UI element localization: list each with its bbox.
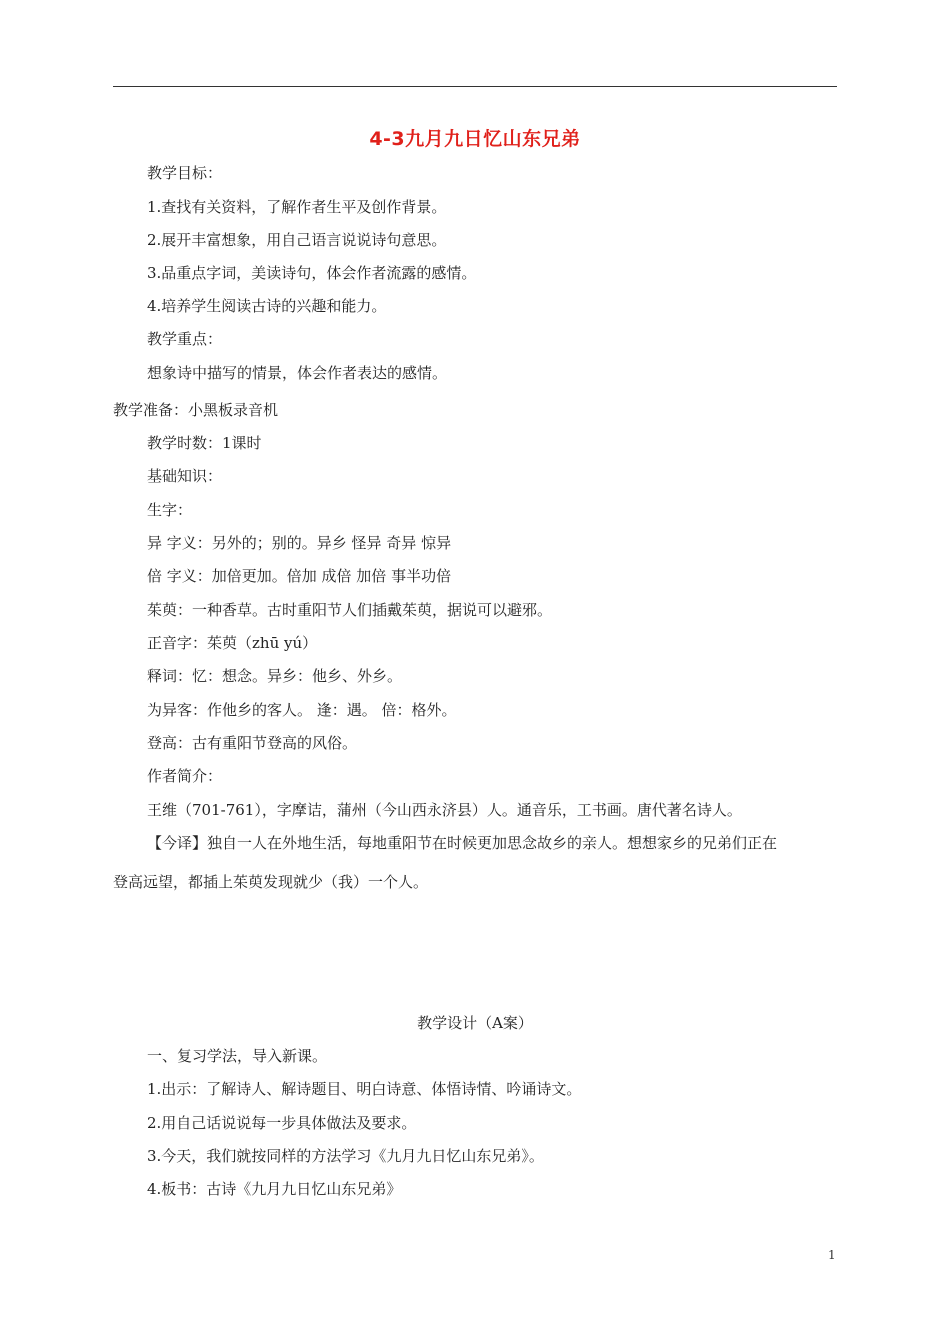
line-objective-3: 3.品重点字词，美读诗句，体会作者流露的感情。 xyxy=(147,264,477,282)
line-class-hours: 教学时数：1课时 xyxy=(147,434,262,452)
line-objective-2: 2.展开丰富想象，用自己语言说说诗句意思。 xyxy=(147,231,447,249)
page-number: 1 xyxy=(828,1248,836,1262)
header-rule xyxy=(113,86,837,87)
line-zhuyu: 茱萸：一种香草。古时重阳节人们插戴茱萸，据说可以避邪。 xyxy=(147,601,553,619)
line-new-characters: 生字： xyxy=(147,501,193,519)
section-heading: 教学设计（A案） xyxy=(417,1014,533,1032)
line-char-bei: 倍 字义：加倍更加。倍加 成倍 加倍 事半功倍 xyxy=(147,567,452,585)
line-word-explanation: 释词：忆：想念。异乡：他乡、外乡。 xyxy=(147,667,403,685)
line-key-points: 想象诗中描写的情景，体会作者表达的感情。 xyxy=(147,364,448,382)
line-objective-4: 4.培养学生阅读古诗的兴趣和能力。 xyxy=(147,297,387,315)
line-author-heading: 作者简介： xyxy=(147,767,223,785)
section-line-1: 一、复习学法，导入新课。 xyxy=(147,1047,328,1065)
line-denggao: 登高：古有重阳节登高的风俗。 xyxy=(147,734,358,752)
line-key-points-heading: 教学重点： xyxy=(147,330,223,348)
line-basic-knowledge: 基础知识： xyxy=(147,467,223,485)
line-author-bio: 王维（701-761），字摩诘，蒲州（今山西永济县）人。通音乐，工书画。唐代著名诗人。 xyxy=(147,801,742,819)
document-title: 4-3九月九日忆山东兄弟 xyxy=(369,128,581,150)
section-line-2: 1.出示：了解诗人、解诗题目、明白诗意、体悟诗情、吟诵诗文。 xyxy=(147,1080,582,1098)
line-translation-1: 【今译】独自一人在外地生活，每地重阳节在时候更加思念故乡的亲人。想想家乡的兄弟们正在 xyxy=(147,834,778,852)
line-objective-1: 1.查找有关资料，了解作者生平及创作背景。 xyxy=(147,198,447,216)
line-objectives-heading: 教学目标： xyxy=(147,164,223,182)
line-translation-2: 登高远望，都插上茱萸发现就少（我）一个人。 xyxy=(113,873,429,891)
section-line-4: 3.今天，我们就按同样的方法学习《九月九日忆山东兄弟》。 xyxy=(147,1147,544,1165)
line-char-yi: 异 字义：另外的；别的。异乡 怪异 奇异 惊异 xyxy=(147,534,452,552)
line-word-explanation-2: 为异客：作他乡的客人。 逢：遇。 倍：格外。 xyxy=(147,701,457,719)
line-preparation: 教学准备：小黑板录音机 xyxy=(113,401,279,419)
line-pronunciation: 正音字：茱萸（zhū yú） xyxy=(147,634,318,652)
section-line-3: 2.用自己话说说每一步具体做法及要求。 xyxy=(147,1114,417,1132)
section-line-5: 4.板书：古诗《九月九日忆山东兄弟》 xyxy=(147,1180,402,1198)
